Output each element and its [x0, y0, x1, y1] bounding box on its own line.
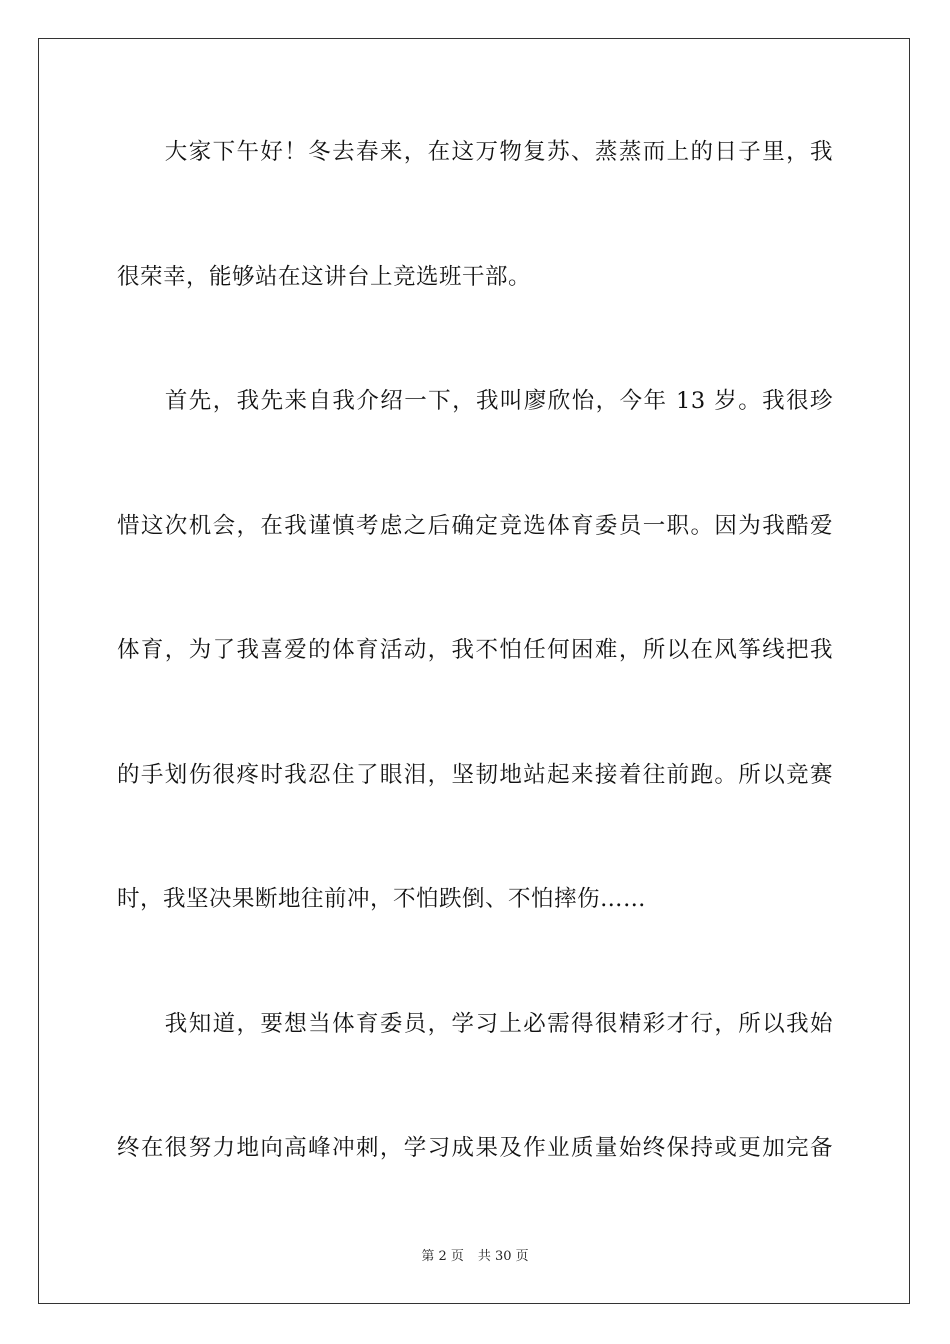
- paragraph-line: 我知道，要想当体育委员，学习上必需得很精彩才行，所以我始: [117, 1011, 833, 1037]
- paragraph-line: 体育，为了我喜爱的体育活动，我不怕任何困难，所以在风筝线把我: [117, 637, 833, 663]
- paragraph-line: 的手划伤很疼时我忍住了眼泪，坚韧地站起来接着往前跑。所以竞赛: [117, 762, 833, 788]
- paragraph-line: 时，我坚决果断地往前冲，不怕跌倒、不怕摔伤……: [117, 886, 647, 912]
- page-number: 第 2 页: [421, 1249, 464, 1264]
- paragraph-line: 终在很努力地向高峰冲刺，学习成果及作业质量始终保持或更加完备: [117, 1135, 833, 1161]
- paragraph-line: 惜这次机会，在我谨慎考虑之后确定竞选体育委员一职。因为我酷爱: [117, 513, 833, 539]
- page-total: 共 30 页: [477, 1249, 529, 1264]
- page-border: [38, 38, 910, 1304]
- paragraph-line: 大家下午好！冬去春来，在这万物复苏、蒸蒸而上的日子里，我: [117, 139, 833, 165]
- page-footer: [0, 1245, 950, 1264]
- paragraph-line: 首先，我先来自我介绍一下，我叫廖欣怡，今年 13 岁。我很珍: [117, 388, 833, 414]
- paragraph-line: 很荣幸，能够站在这讲台上竞选班干部。: [117, 264, 532, 290]
